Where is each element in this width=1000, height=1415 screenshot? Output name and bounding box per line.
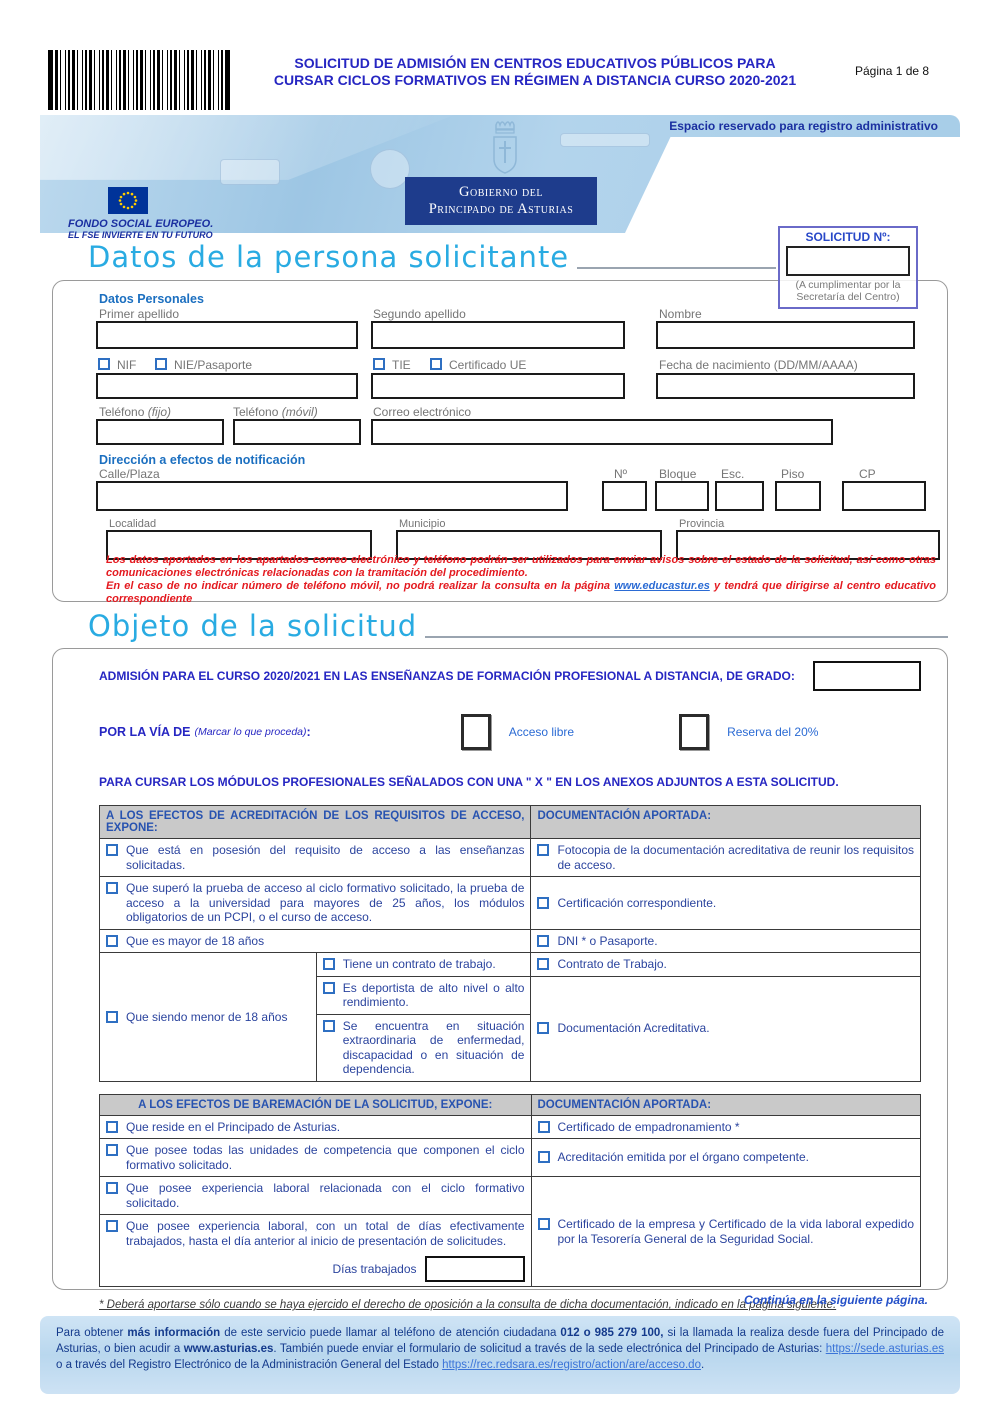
bloque-field[interactable] <box>655 481 709 511</box>
cell-text: Que siendo menor de 18 años <box>126 1009 288 1024</box>
section-datos-title-text: Datos de la persona solicitante <box>88 240 570 274</box>
footer-info-band <box>40 1316 960 1394</box>
segundo-apellido-field[interactable] <box>371 321 625 349</box>
fijo-suffix: (fijo) <box>147 405 172 419</box>
acreditacion-row4-sub1 <box>316 953 531 977</box>
tabla-acreditacion <box>99 805 921 1082</box>
contrato-doc-checkbox[interactable] <box>537 958 549 970</box>
deportista-checkbox[interactable] <box>323 982 335 994</box>
experiencia-dias-checkbox[interactable] <box>106 1220 118 1232</box>
baremacion-row4-left <box>100 1215 532 1287</box>
situacion-extraordinaria-checkbox[interactable] <box>323 1020 335 1032</box>
primer-apellido-field[interactable] <box>96 321 358 349</box>
educastur-link[interactable]: www.educastur.es <box>614 580 710 592</box>
cell-text: Que está en posesión del requisito de acceso a las enseñanzas solicitadas. <box>126 843 525 872</box>
aviso-parte2: En el caso de no indicar número de teléfono móvil, no podrá realizar la consulta en la página <box>106 580 615 592</box>
admision-line <box>99 661 921 691</box>
section-title-rule <box>577 267 776 269</box>
nif-label: NIF <box>117 358 137 372</box>
aviso-parte3: y tendrá que dirigirse al centro educativo correspondiente <box>106 580 937 605</box>
esc-field[interactable] <box>715 481 764 511</box>
esc-label: Esc. <box>721 467 745 481</box>
sede-asturias-link[interactable]: https://sede.asturias.es <box>825 1343 944 1355</box>
acreditacion-header-left: A LOS EFECTOS DE ACREDITACIÓN DE LOS REQUISITOS DE ACCESO, EXPONE: <box>100 806 531 839</box>
acreditacion-header-right: DOCUMENTACIÓN APORTADA: <box>531 806 921 839</box>
piso-label: Piso <box>781 467 805 481</box>
baremacion-row1-left <box>100 1115 532 1139</box>
footer-text: Para obtener <box>56 1327 128 1339</box>
solicitud-number-note <box>784 279 912 303</box>
reserva-label: Reserva del 20% <box>727 725 819 739</box>
circuit-decoration <box>370 149 410 189</box>
aviso-datos-nota <box>106 554 936 606</box>
acceso-libre-checkbox[interactable] <box>461 714 491 750</box>
baremacion-header-right: DOCUMENTACIÓN APORTADA: <box>531 1094 921 1115</box>
contrato-trabajo-checkbox[interactable] <box>323 958 335 970</box>
reside-asturias-checkbox[interactable] <box>106 1121 118 1133</box>
continua-text: Continúa en la siguiente página. <box>743 1293 928 1307</box>
baremacion-row3-left <box>100 1177 532 1215</box>
footer-text: si la llamada la realiza desde fuera del Principado de Asturias, o bien acudir a <box>56 1327 945 1355</box>
footer-bold: más información <box>127 1327 221 1339</box>
fecha-nacimiento-field[interactable] <box>656 373 915 399</box>
eu-flag-icon <box>108 187 148 219</box>
fse-line1: FONDO SOCIAL EUROPEO. <box>68 218 214 230</box>
cp-field[interactable] <box>842 481 926 511</box>
direccion-heading: Dirección a efectos de notificación <box>99 453 306 467</box>
nif-nie-field[interactable] <box>96 373 358 399</box>
section-objeto-title-text: Objeto de la solicitud <box>88 609 418 643</box>
via-note: (Marcar lo que proceda) <box>194 726 307 738</box>
calle-label: Calle/Plaza <box>99 467 160 481</box>
nif-checkbox[interactable] <box>98 358 110 370</box>
section-datos-title <box>88 242 776 272</box>
tie-label: TIE <box>392 358 411 372</box>
nombre-field[interactable] <box>656 321 915 349</box>
certificado-empresa-checkbox[interactable] <box>538 1218 550 1230</box>
requisito-acceso-checkbox[interactable] <box>106 844 118 856</box>
fse-text <box>68 218 213 240</box>
acreditacion-row1-left <box>100 839 531 877</box>
telefono-word: Teléfono <box>233 405 279 419</box>
correo-label: Correo electrónico <box>373 405 472 419</box>
segundo-apellido-label: Segundo apellido <box>373 307 466 321</box>
acreditacion-row1-right <box>531 839 921 877</box>
baremacion-header-left: A LOS EFECTOS DE BAREMACIÓN DE LA SOLICITUD, EXPONE: <box>100 1094 532 1115</box>
datos-persona-panel <box>52 280 948 605</box>
cell-text: Que posee todas las unidades de competencia que componen el ciclo formativo solicitado. <box>126 1143 525 1172</box>
baremacion-row2-left <box>100 1139 532 1177</box>
acreditacion-row3-right <box>531 929 921 953</box>
via-label: POR LA VÍA DE <box>99 725 191 739</box>
document-title <box>245 55 825 89</box>
numero-field[interactable] <box>602 481 647 511</box>
telefono-movil-field[interactable] <box>233 419 361 445</box>
municipio-label: Municipio <box>399 518 446 530</box>
document-title-line1: SOLICITUD DE ADMISIÓN EN CENTROS EDUCATIVOS PÚBLICOS PARA <box>294 55 776 71</box>
numero-label: Nº <box>614 467 628 481</box>
certificado-ue-checkbox[interactable] <box>430 358 442 370</box>
page-indicator: Página 1 de 8 <box>855 64 930 78</box>
section-objeto-title <box>88 611 948 641</box>
acreditacion-row4-sub23-right <box>531 976 921 1081</box>
gobierno-line2: Principado de Asturias <box>428 201 574 217</box>
acreditacion-row2-right <box>531 877 921 930</box>
via-line <box>99 713 921 751</box>
footer-text: o a través del Registro Electrónico de la Administración General del Estado <box>56 1359 443 1371</box>
acreditacion-row4-sub2 <box>316 976 531 1014</box>
acceso-libre-label: Acceso libre <box>508 725 575 739</box>
section-title-rule <box>425 636 948 638</box>
dias-trabajados-label: Días trabajados <box>332 1262 417 1276</box>
baremacion-row34-right <box>531 1177 921 1287</box>
solicitud-number-label: SOLICITUD Nº: <box>805 230 891 244</box>
cell-text: Certificación correspondiente. <box>557 895 717 910</box>
cell-text: Certificado de la empresa y Certificado de la vida laboral expedido por la Tesorería General de la Seguridad Social. <box>557 1217 914 1246</box>
tabla-baremacion <box>99 1094 921 1288</box>
via-colon: : <box>306 725 311 739</box>
cell-text: Acreditación emitida por el órgano competente. <box>557 1150 809 1165</box>
telefono-movil-label <box>233 405 318 419</box>
dias-trabajados-row <box>106 1256 525 1282</box>
gobierno-line1: Gobierno del <box>459 184 543 200</box>
cell-text: Que posee experiencia laboral, con un total de días efectivamente trabajados, hasta el día anterior al inicio de presentación de solicitudes. <box>126 1219 525 1248</box>
telefono-fijo-field[interactable] <box>96 419 224 445</box>
tie-checkbox[interactable] <box>373 358 385 370</box>
solicitud-note-line2: Secretaría del Centro) <box>796 291 900 303</box>
cell-text: Que posee experiencia laboral relacionada con el ciclo formativo solicitado. <box>126 1181 525 1210</box>
grado-field[interactable] <box>813 661 921 691</box>
telefono-word: Teléfono <box>99 405 145 419</box>
redsara-link[interactable]: https://rec.redsara.es/registro/action/are/acceso.do <box>442 1359 701 1371</box>
footnote-oposicion: * Deberá aportarse sólo cuando se haya ejercido el derecho de oposición a la consulta de dicha documentación, indicado en la página siguiente. <box>99 1299 837 1311</box>
telefono-fijo-label <box>99 405 171 419</box>
menor-18-checkbox[interactable] <box>106 1011 118 1023</box>
cell-text: Contrato de Trabajo. <box>557 957 667 971</box>
footer-text: de este servicio puede llamar al teléfono de atención ciudadana <box>220 1327 561 1339</box>
acreditacion-row4-sub3 <box>316 1014 531 1081</box>
tie-certificado-field[interactable] <box>371 373 625 399</box>
bloque-label: Bloque <box>659 467 697 481</box>
piso-field[interactable] <box>775 481 821 511</box>
footer-text: . <box>700 1359 705 1371</box>
footer-asturias-url: www.asturias.es <box>183 1343 274 1355</box>
nie-pasaporte-checkbox[interactable] <box>155 358 167 370</box>
cell-text: Es deportista de alto nivel o alto rendimiento. <box>342 980 525 1009</box>
asturias-crest-icon <box>488 117 522 180</box>
baremacion-row1-right <box>531 1115 921 1139</box>
solicitud-note-line1: (A cumplimentar por la <box>795 279 901 291</box>
cell-text: DNI * o Pasaporte. <box>557 933 658 948</box>
correo-field[interactable] <box>371 419 833 445</box>
cell-text: Que superó la prueba de acceso al ciclo formativo solicitado, la prueba de acceso a la universidad para mayores de 25 años, los módulos obligatorios de un PCPI, o el curso de acceso. <box>126 881 525 924</box>
barcode-image <box>48 50 230 110</box>
gobierno-asturias-logo <box>405 177 597 225</box>
cell-text: Se encuentra en situación extraordinaria de enfermedad, discapacidad o en situación de dependencia. <box>342 1018 525 1076</box>
registro-administrativo-space <box>625 137 975 233</box>
dni-pasaporte-checkbox[interactable] <box>537 935 549 947</box>
unidades-competencia-checkbox[interactable] <box>106 1144 118 1156</box>
admision-text: ADMISIÓN PARA EL CURSO 2020/2021 EN LAS ENSEÑANZAS DE FORMACIÓN PROFESIONAL A DISTANCIA, DE GRADO: <box>99 669 795 683</box>
circuit-decoration <box>220 159 280 185</box>
footer-phone: 012 o 985 279 100, <box>560 1327 664 1339</box>
provincia-label: Provincia <box>679 518 725 530</box>
registro-administrativo-label: Espacio reservado para registro administrativo <box>669 119 938 133</box>
localidad-label: Localidad <box>109 518 157 530</box>
fecha-nacimiento-label: Fecha de nacimiento (DD/MM/AAAA) <box>659 358 858 372</box>
acreditacion-row4-left <box>100 953 317 1082</box>
certificacion-checkbox[interactable] <box>537 897 549 909</box>
acreditacion-row4-sub1-right <box>531 953 921 977</box>
para-cursar-text: PARA CURSAR LOS MÓDULOS PROFESIONALES SEÑALADOS CON UNA " X " EN LOS ANEXOS ADJUNTOS A ESTA SOLICITUD. <box>99 775 839 789</box>
baremacion-row2-right <box>531 1139 921 1177</box>
circuit-decoration <box>560 133 650 147</box>
cell-text: Tiene un contrato de trabajo. <box>342 957 496 971</box>
cell-text: Que reside en el Principado de Asturias. <box>126 1119 341 1134</box>
cell-text: Fotocopia de la documentación acreditativa de reunir los requisitos de acceso. <box>557 843 914 872</box>
acreditacion-row2-left <box>100 877 531 930</box>
cp-label: CP <box>859 467 876 481</box>
experiencia-relacionada-checkbox[interactable] <box>106 1182 118 1194</box>
empadronamiento-checkbox[interactable] <box>538 1121 550 1133</box>
nie-pasaporte-label: NIE/Pasaporte <box>174 358 253 372</box>
cell-text: Certificado de empadronamiento * <box>557 1119 740 1134</box>
fotocopia-checkbox[interactable] <box>537 844 549 856</box>
aviso-parte1: Los datos aportados en los apartados correo electrónico y teléfono podrán ser utilizados para enviar avisos sobre el estado de la solicitud, así como otras comunicaciones electrónicas relacionadas con la tramitación del procedimiento. <box>106 554 936 579</box>
certificado-ue-label: Certificado UE <box>449 358 527 372</box>
solicitud-number-field[interactable] <box>786 246 910 276</box>
movil-suffix: (móvil) <box>281 405 318 419</box>
document-title-line2: CURSAR CICLOS FORMATIVOS EN RÉGIMEN A DISTANCIA CURSO 2020-2021 <box>273 72 797 88</box>
footer-text: . También puede enviar el formulario de solicitud a través de la sede electrónica del Principado de Asturias: <box>273 1343 826 1355</box>
cell-text: Que es mayor de 18 años <box>126 933 265 948</box>
nombre-label: Nombre <box>659 307 702 321</box>
primer-apellido-label: Primer apellido <box>99 307 180 321</box>
mayor-18-checkbox[interactable] <box>106 935 118 947</box>
datos-personales-heading: Datos Personales <box>99 292 204 306</box>
acreditacion-organo-checkbox[interactable] <box>538 1151 550 1163</box>
fse-line2: EL FSE INVIERTE EN TU FUTURO <box>68 230 213 240</box>
acreditacion-row3-left <box>100 929 531 953</box>
solicitud-number-box <box>778 226 918 309</box>
dias-trabajados-field[interactable] <box>425 1256 525 1282</box>
reserva-checkbox[interactable] <box>679 714 709 750</box>
doc-acreditativa-checkbox[interactable] <box>537 1022 549 1034</box>
prueba-acceso-checkbox[interactable] <box>106 882 118 894</box>
cell-text: Documentación Acreditativa. <box>557 1021 710 1036</box>
calle-field[interactable] <box>96 481 568 511</box>
